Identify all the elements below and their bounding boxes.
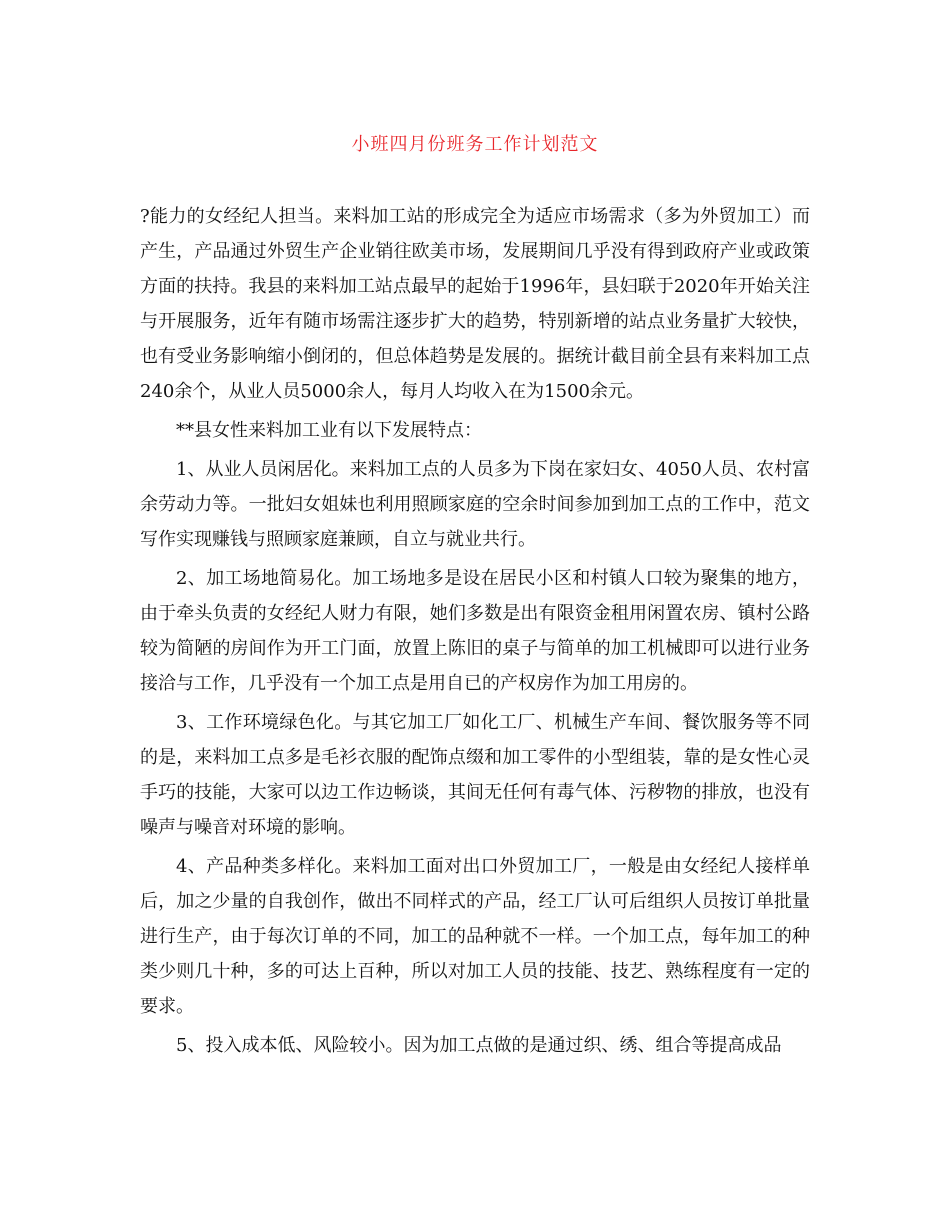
- document-body: [140, 199, 810, 1067]
- paragraph-features-heading: **县女性来料加工业有以下发展特点：: [176, 420, 482, 441]
- paragraph-intro: ?能力的女经纪人担当。来料加工站的形成完全为适应市场需求（多为外贸加工）而产生，产品通过外贸生产企业销往欧美市场，发展期间几乎没有得到政府产业或政策方面的扶持。我县的来料加工站点最早的起始于1996年，县妇联于2020年开始关注与开展服务，近年有随市场需注逐步扩大的趋势，特别新增的站点业务量扩大较快，也有受业务影响缩小倒闭的，但总体趋势是发展的。据统计截目前全县有来料加工点240余个，从业人员5000余人，每月人均收入在为1500余元。: [140, 206, 810, 402]
- paragraph-feature-3: 3、工作环境绿色化。与其它加工厂如化工厂、机械生产车间、餐饮服务等不同的是，来料加工点多是毛衫衣服的配饰点缀和加工零件的小型组装，靠的是女性心灵手巧的技能，大家可以边工作边畅谈，其间无任何有毒气体、污秽物的排放，也没有噪声与噪音对环境的影响。: [140, 712, 810, 838]
- paragraph-feature-4: 4、产品种类多样化。来料加工面对出口外贸加工厂，一般是由女经纪人接样单后，加之少量的自我创作，做出不同样式的产品，经工厂认可后组织人员按订单批量进行生产，由于每次订单的不同，加工的品种就不一样。一个加工点，每年加工的种类少则几十种，多的可达上百种，所以对加工人员的技能、技艺、熟练程度有一定的要求。: [140, 856, 810, 1017]
- paragraph-feature-1: 1、从业人员闲居化。来料加工点的人员多为下岗在家妇女、4050人员、农村富余劳动力等。一批妇女姐妹也利用照顾家庭的空余时间参加到加工点的工作中，范文写作实现赚钱与照顾家庭兼顾，自立与就业共行。: [140, 459, 810, 550]
- document-title: 小班四月份班务工作计划范文: [351, 134, 599, 155]
- paragraph-feature-2: 2、加工场地简易化。加工场地多是设在居民小区和村镇人口较为聚集的地方，由于牵头负责的女经纪人财力有限，她们多数是出有限资金租用闲置农房、镇村公路较为简陋的房间作为开工门面，放置上陈旧的桌子与简单的加工机械即可以进行业务接洽与工作，几乎没有一个加工点是用自已的产权房作为加工用房的。: [140, 568, 810, 694]
- paragraph-feature-5: 5、投入成本低、风险较小。因为加工点做的是通过织、绣、组合等提高成品: [176, 1035, 782, 1056]
